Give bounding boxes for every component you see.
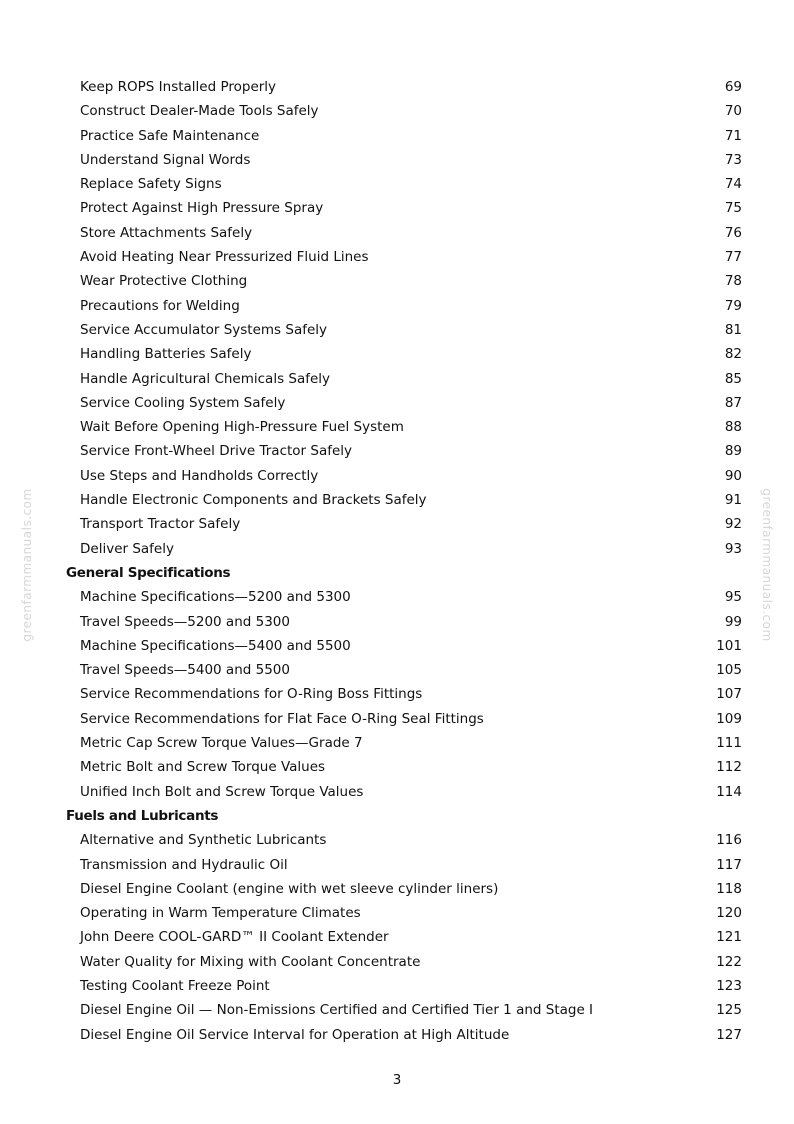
entry-page-number: 90 — [724, 467, 742, 484]
toc-entry[interactable] — [0, 99, 794, 123]
toc-entry[interactable] — [0, 658, 794, 682]
entry-page-number: 75 — [724, 200, 742, 217]
entry-title: Testing Coolant Freeze Point — [80, 977, 270, 994]
toc-entry[interactable] — [0, 269, 794, 293]
entry-page-number: 107 — [716, 686, 742, 703]
entry-page-number: 105 — [716, 662, 742, 679]
toc-entry[interactable] — [0, 585, 794, 609]
toc-entry[interactable] — [0, 950, 794, 974]
toc-entry[interactable] — [0, 391, 794, 415]
entry-page-number: 77 — [724, 249, 742, 266]
entry-title: Deliver Safely — [80, 540, 174, 557]
entry-page-number: 120 — [716, 905, 742, 922]
entry-title: Wait Before Opening High-Pressure Fuel System — [80, 419, 404, 436]
toc-entry[interactable] — [0, 634, 794, 658]
entry-page-number: 91 — [724, 492, 742, 509]
entry-title: Keep ROPS Installed Properly — [80, 79, 277, 95]
toc-entry[interactable] — [0, 415, 794, 439]
entry-page-number: 109 — [716, 710, 742, 727]
entry-title: Store Attachments Safely — [80, 224, 253, 241]
entry-page-number: 93 — [724, 540, 742, 557]
entry-page-number: 117 — [716, 856, 742, 873]
entry-title: Practice Safe Maintenance — [80, 127, 260, 144]
entry-page-number: 89 — [724, 443, 742, 460]
entry-title: Alternative and Synthetic Lubricants — [80, 832, 327, 849]
entry-title: Travel Speeds—5400 and 5500 — [80, 662, 290, 679]
toc-entry[interactable] — [0, 682, 794, 706]
entry-page-number: 125 — [716, 1002, 742, 1019]
toc-entry[interactable] — [0, 464, 794, 488]
toc-entry[interactable] — [0, 342, 794, 366]
entry-page-number: 70 — [724, 103, 742, 120]
toc-entry[interactable] — [0, 124, 794, 148]
entry-page-number: 114 — [716, 783, 742, 800]
entry-page-number: 82 — [724, 346, 742, 363]
entry-page-number: 87 — [724, 394, 742, 411]
entry-title: Metric Cap Screw Torque Values—Grade 7 — [80, 735, 363, 752]
toc-entry[interactable] — [0, 974, 794, 998]
entry-title: Service Recommendations for O-Ring Boss Fittings — [80, 686, 423, 703]
entry-page-number: 112 — [716, 759, 742, 776]
toc-entry[interactable] — [0, 75, 794, 99]
toc-entry[interactable] — [0, 221, 794, 245]
entry-title: Use Steps and Handholds Correctly — [80, 467, 319, 484]
toc-entry[interactable] — [0, 367, 794, 391]
entry-title: Diesel Engine Oil Service Interval for Operation at High Altitude — [80, 1026, 510, 1043]
entry-page-number: 74 — [724, 176, 742, 193]
table-of-contents — [0, 75, 794, 1047]
entry-page-number: 79 — [724, 297, 742, 314]
watermark-right: greenfarmmanuals.com — [760, 488, 774, 642]
toc-entry[interactable] — [0, 512, 794, 536]
entry-page-number: 92 — [724, 516, 742, 533]
entry-title: Service Accumulator Systems Safely — [80, 321, 328, 338]
entry-page-number: 122 — [716, 953, 742, 970]
entry-title: Diesel Engine Coolant (engine with wet sleeve cylinder liners) — [80, 880, 499, 897]
entry-title: Machine Specifications—5200 and 5300 — [80, 589, 351, 606]
toc-section-heading — [0, 804, 794, 828]
toc-entry[interactable] — [0, 610, 794, 634]
entry-title: John Deere COOL-GARD™ II Coolant Extender — [80, 929, 389, 946]
toc-entry[interactable] — [0, 998, 794, 1022]
section-title: Fuels and Lubricants — [66, 807, 219, 824]
entry-page-number: 99 — [724, 613, 742, 630]
entry-title: Service Cooling System Safely — [80, 394, 286, 411]
entry-title: Travel Speeds—5200 and 5300 — [80, 613, 290, 630]
toc-entry[interactable] — [0, 707, 794, 731]
entry-page-number: 123 — [716, 977, 742, 994]
entry-title: Operating in Warm Temperature Climates — [80, 905, 361, 922]
entry-page-number: 73 — [724, 151, 742, 168]
page-number: 3 — [392, 1072, 402, 1088]
entry-title: Unified Inch Bolt and Screw Torque Values — [80, 783, 364, 800]
entry-title: Water Quality for Mixing with Coolant Concentrate — [80, 953, 421, 970]
entry-title: Machine Specifications—5400 and 5500 — [80, 637, 351, 654]
entry-title: Transmission and Hydraulic Oil — [80, 856, 288, 873]
toc-entry[interactable] — [0, 853, 794, 877]
toc-entry[interactable] — [0, 196, 794, 220]
toc-entry[interactable] — [0, 925, 794, 949]
entry-title: Service Front-Wheel Drive Tractor Safely — [80, 443, 353, 460]
entry-page-number: 76 — [724, 224, 742, 241]
entry-title: Handle Agricultural Chemicals Safely — [80, 370, 331, 387]
entry-page-number: 85 — [724, 370, 742, 387]
entry-title: Metric Bolt and Screw Torque Values — [80, 759, 326, 776]
entry-title: Replace Safety Signs — [80, 176, 222, 193]
toc-entry[interactable] — [0, 877, 794, 901]
watermark-left: greenfarmmanuals.com — [20, 488, 34, 642]
toc-entry[interactable] — [0, 780, 794, 804]
entry-title: Avoid Heating Near Pressurized Fluid Lines — [80, 249, 369, 266]
toc-entry[interactable] — [0, 731, 794, 755]
entry-page-number: 111 — [716, 735, 742, 752]
entry-title: Understand Signal Words — [80, 151, 251, 168]
toc-entry[interactable] — [0, 828, 794, 852]
toc-entry[interactable] — [0, 439, 794, 463]
toc-entry[interactable] — [0, 172, 794, 196]
section-title: General Specifications — [66, 564, 231, 581]
entry-page-number: 81 — [724, 321, 742, 338]
entry-page-number: 101 — [716, 637, 742, 654]
toc-entry[interactable] — [0, 901, 794, 925]
toc-entry[interactable] — [0, 294, 794, 318]
entry-page-number: 88 — [724, 419, 742, 436]
entry-title: Construct Dealer-Made Tools Safely — [80, 103, 319, 120]
entry-page-number: 121 — [716, 929, 742, 946]
entry-title: Handle Electronic Components and Brackets Safely — [80, 492, 427, 509]
toc-section-heading — [0, 561, 794, 585]
entry-page-number: 78 — [724, 273, 742, 290]
toc-entry[interactable] — [0, 537, 794, 561]
toc-entry[interactable] — [0, 318, 794, 342]
toc-entry[interactable] — [0, 1023, 794, 1047]
entry-title: Diesel Engine Oil — Non-Emissions Certified and Certified Tier 1 and Stage I — [80, 1002, 594, 1019]
entry-page-number: 127 — [716, 1026, 742, 1043]
entry-page-number: 116 — [716, 832, 742, 849]
toc-entry[interactable] — [0, 755, 794, 779]
entry-title: Precautions for Welding — [80, 297, 240, 314]
entry-title: Transport Tractor Safely — [80, 516, 241, 533]
entry-title: Wear Protective Clothing — [80, 273, 248, 290]
entry-title: Protect Against High Pressure Spray — [80, 200, 324, 217]
entry-title: Service Recommendations for Flat Face O-Ring Seal Fittings — [80, 710, 484, 727]
entry-page-number: 118 — [716, 880, 742, 897]
entry-page-number: 95 — [724, 589, 742, 606]
entry-title: Handling Batteries Safely — [80, 346, 252, 363]
entry-page-number: 69 — [724, 79, 742, 95]
toc-entry[interactable] — [0, 148, 794, 172]
toc-entry[interactable] — [0, 488, 794, 512]
toc-entry[interactable] — [0, 245, 794, 269]
entry-page-number: 71 — [724, 127, 742, 144]
